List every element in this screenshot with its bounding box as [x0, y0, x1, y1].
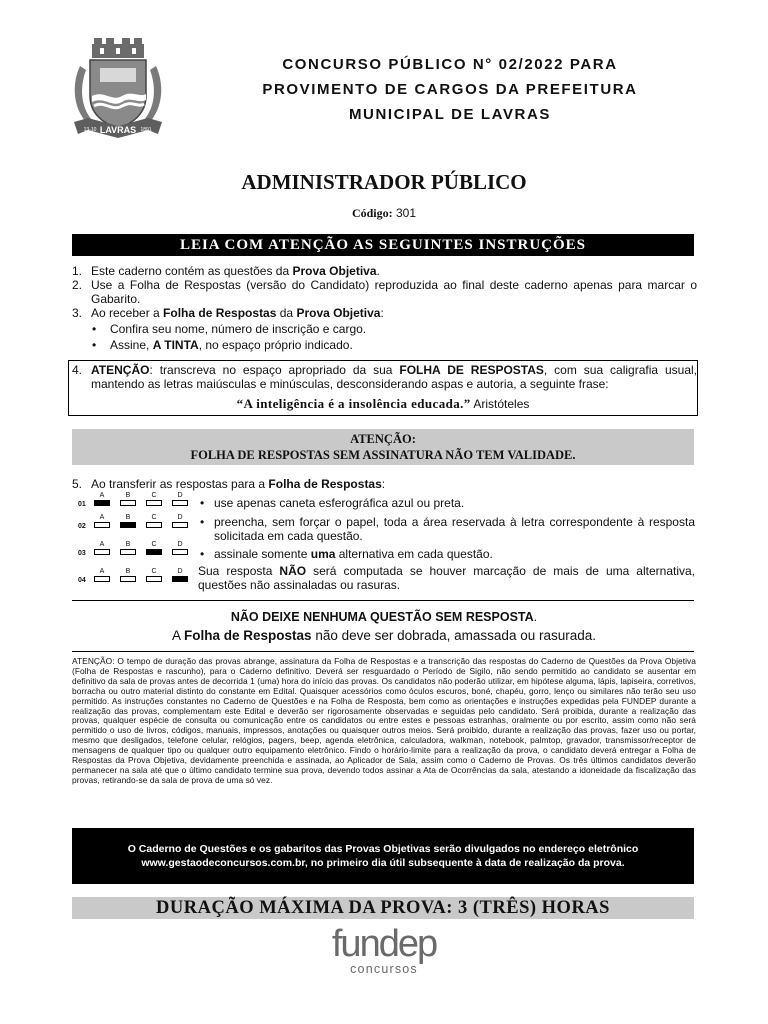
answer-bubble-filled [146, 549, 162, 555]
answer-option-c [146, 541, 162, 555]
answer-option-d [172, 568, 188, 582]
answer-option-letter: D [177, 514, 183, 521]
instruction-3: 3. Ao receber a Folha de Respostas da Prova Objetiva: [72, 306, 384, 320]
exam-code [0, 206, 768, 221]
answer-option-letter: C [151, 541, 157, 548]
answer-option-letter: B [125, 514, 131, 521]
answer-option-letter: D [177, 492, 183, 499]
divider [72, 651, 694, 652]
answer-option-a [94, 492, 110, 506]
signature-warning-title: ATENÇÃO: [350, 432, 416, 446]
instruction-3-bullet-1: • Confira seu nome, número de inscrição e cargo. [92, 322, 367, 336]
instruction-1: 1. Este caderno contém as questões da Prova Objetiva. [72, 264, 380, 278]
answer-bubble [146, 522, 162, 528]
answer-option-a [94, 568, 110, 582]
answer-option-letter: A [99, 541, 105, 548]
answer-option-b [120, 568, 136, 582]
answer-sheet-care-warning: A Folha de Respostas não deve ser dobrada, amassada ou rasurada. [172, 628, 596, 643]
answer-example-number: 04 [78, 577, 86, 584]
quote-text: “A inteligência é a insolência educada.” [236, 396, 471, 411]
signature-warning-text: FOLHA DE RESPOSTAS SEM ASSINATURA NÃO TEM VALIDADE. [190, 448, 576, 462]
max-duration-banner: DURAÇÃO MÁXIMA DA PROVA: 3 (TRÊS) HORAS [72, 897, 694, 919]
answer-bubble [94, 549, 110, 555]
answer-option-c [146, 514, 162, 528]
exam-code-label: Código: [351, 206, 393, 220]
fine-print-rules: ATENÇÃO: O tempo de duração das provas abrange, assinatura da Folha de Respostas e a transcrição das respostas do Caderno de Questões da Prova Objetiva (Folha de Respostas e rascunho), para o Caderno definitivo. Deverá ser resguardado o Período de Sigilo, não sendo permitido ao candidato se ausentar em definitivo da sala de provas antes de decorrida 1 (uma) hora do início das provas. Os candidatos não poderão utilizar, em hipótese alguma, lápis, lapiseira, corretivos, borracha ou outro material distinto do constante em Edital. Quaisquer acessórios como óculos escuros, boné, chapéu, gorro, lenço ou similares não terão seu uso permitido. As instruções constantes no Caderno de Questões e na Folha de Resposta, bem como as orientações e instruções expedidas pela FUNDEP durante a realização das provas, complementam este Edital e deverão ser rigorosamente observadas e seguidas pelo candidato. Será proibida, durante a realização das provas, qualquer espécie de consulta ou comunicação entre os candidatos ou entre estes e pessoas estranhas, oralmente ou por escrito, assim como não será permitido o uso de livros, códigos, manuais, impressos, anotações ou quaisquer outros meios. Será proibido, durante a realização das provas, fazer uso ou portar, mesmo que desligados, telefone celular, relógios, pagers, beep, agenda eletrônica, calculadora, walkman, notebook, palmtop, gravador, transmissor/receptor de mensagens de qualquer tipo ou qualquer outro equipamento eletrônico. Findo o horário-limite para a realização da prova, o candidato deverá entregar a Folha de Respostas da Prova Objetiva, devidamente preenchida e assinada, ao Aplicador de Sala, assim como o Caderno de Provas. Os três últimos candidatos deverão permanecer na sala até que o último candidato termine sua prova, devendo todos assinar a Ata de Ocorrências da sala, atestando a idoneidade da fiscalização das provas, retirando-se da sala de prova de uma só vez. [72, 656, 696, 785]
answer-option-letter: C [151, 514, 157, 521]
answer-option-letter: C [151, 492, 157, 499]
crest-ribbon-text: LAVRAS [99, 125, 137, 135]
answer-option-letter: B [125, 492, 131, 499]
answer-bubble [120, 549, 136, 555]
disclosure-box [72, 828, 694, 884]
disclosure-line-2: www.gestaodeconcursos.com.br, no primeiro dia útil subsequente à data de realização da prova. [141, 857, 625, 869]
fundep-logo-sub: concursos [350, 962, 418, 976]
answer-bubble-filled [172, 576, 188, 582]
instruction-4: 4. ATENÇÃO: transcreva no espaço apropriado da sua FOLHA DE RESPOSTAS, com sua caligrafia usual, mantendo as letras maiúsculas e minúsculas, desconsiderando aspas e autoria, a seguinte frase: [72, 363, 698, 391]
header-line-1: CONCURSO PÚBLICO N° 02/2022 PARA [282, 56, 618, 73]
instruction-2: 2. Use a Folha de Respostas (versão do Candidato) reproduzida ao final deste caderno apenas para marcar o Gabarito. [72, 278, 697, 306]
answer-option-letter: C [151, 568, 157, 575]
answer-option-a [94, 541, 110, 555]
answer-option-c [146, 568, 162, 582]
answer-option-b [120, 541, 136, 555]
lavras-crest-logo [70, 38, 166, 140]
header-line-3: MUNICIPAL DE LAVRAS [348, 106, 552, 123]
answer-bubble [120, 500, 136, 506]
answer-example-row [78, 541, 198, 557]
answer-option-letter: B [125, 568, 131, 575]
transfer-bullet-1: • use apenas caneta esferográfica azul ou preta. [200, 496, 465, 510]
answer-bubble [94, 576, 110, 582]
instruction-3-bullet-2: • Assine, A TINTA, no espaço próprio indicado. [92, 338, 353, 352]
answer-option-d [172, 514, 188, 528]
header-line-2: PROVIMENTO DE CARGOS DA PREFEITURA [262, 81, 638, 98]
exam-code-value: 301 [395, 206, 417, 220]
answer-bubble [172, 549, 188, 555]
answer-example-row [78, 568, 198, 584]
answer-bubble [146, 576, 162, 582]
answer-option-a [94, 514, 110, 528]
transfer-bullet-3: • assinale somente uma alternativa em cada questão. [200, 547, 493, 561]
answer-option-b [120, 514, 136, 528]
divider [72, 600, 694, 601]
crest-date-right: 1891 [140, 127, 152, 133]
answer-bubble [172, 500, 188, 506]
answer-option-letter: A [99, 568, 105, 575]
answer-bubble-filled [94, 500, 110, 506]
fundep-logo-name: fundep [331, 923, 437, 965]
answer-bubble [172, 522, 188, 528]
answer-option-letter: A [99, 514, 105, 521]
transfer-note: Sua resposta NÃO será computada se houver marcação de mais de uma alternativa, questões não assinaladas ou rasuras. [198, 564, 696, 592]
quote-line [72, 396, 694, 412]
disclosure-line-1: O Caderno de Questões e os gabaritos das Provas Objetivas serão divulgados no endereço eletrônico [127, 843, 639, 855]
page-title: ADMINISTRADOR PÚBLICO [241, 170, 527, 194]
answer-example-number: 03 [78, 550, 86, 557]
answer-example-row [78, 492, 198, 508]
answer-option-c [146, 492, 162, 506]
transfer-bullet-2: • preencha, sem forçar o papel, toda a área reservada à letra correspondente à resposta solicitada em cada questão. [200, 515, 695, 543]
answer-option-letter: B [125, 541, 131, 548]
answer-option-letter: A [99, 492, 105, 499]
signature-warning-bar [72, 429, 694, 465]
no-blank-answer-warning: NÃO DEIXE NENHUMA QUESTÃO SEM RESPOSTA. [230, 610, 538, 624]
answer-option-d [172, 492, 188, 506]
answer-option-b [120, 492, 136, 506]
answer-option-letter: D [177, 568, 183, 575]
answer-example-row [78, 514, 198, 530]
answer-bubble [94, 522, 110, 528]
crest-date-left: 13-10 [83, 127, 97, 133]
answer-bubble [146, 500, 162, 506]
answer-bubble-filled [120, 522, 136, 528]
answer-example-number: 01 [78, 501, 86, 508]
answer-option-letter: D [177, 541, 183, 548]
fundep-logo [322, 923, 446, 982]
answer-option-d [172, 541, 188, 555]
answer-example-number: 02 [78, 523, 86, 530]
instruction-5: 5. Ao transferir as respostas para a Folha de Respostas: [72, 477, 386, 491]
quote-author: Aristóteles [473, 397, 530, 411]
instructions-heading: LEIA COM ATENÇÃO AS SEGUINTES INSTRUÇÕES [72, 234, 694, 256]
answer-bubble [120, 576, 136, 582]
